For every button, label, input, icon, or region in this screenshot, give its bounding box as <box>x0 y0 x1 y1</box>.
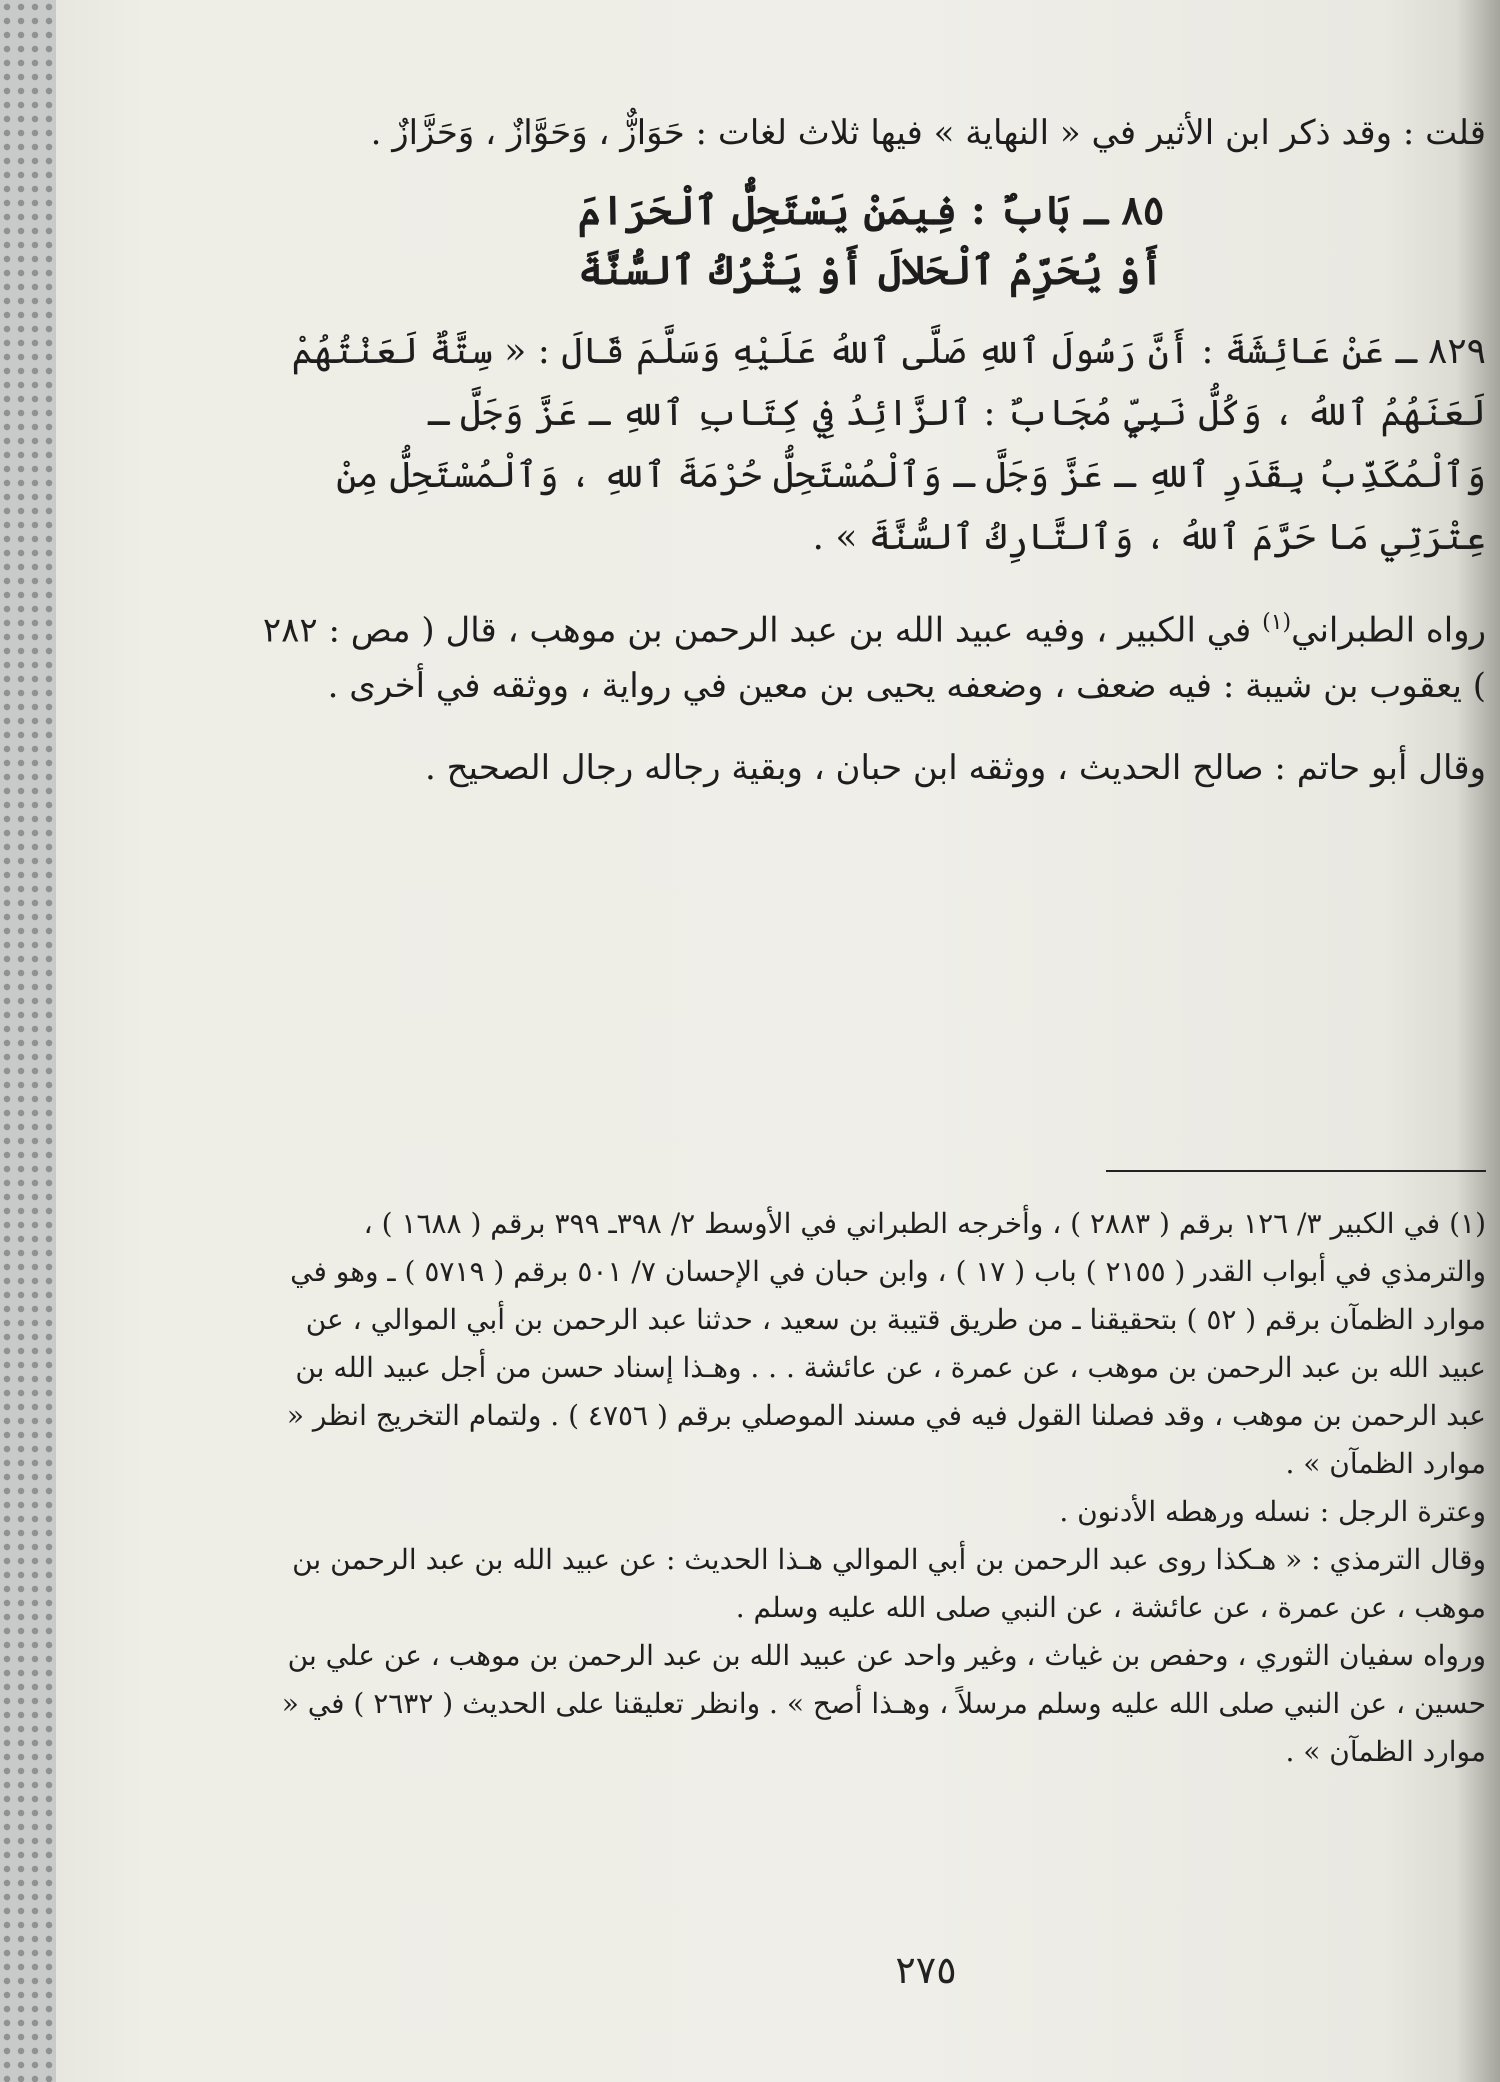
footnote-reference: (١) <box>1262 610 1292 635</box>
hadith-text: ٨٢٩ ـ عَنْ عَائِشَةَ : أَنَّ رَسُولَ ٱللهِ صَلَّى ٱللهُ عَلَيْهِ وَسَلَّمَ قَالَ : « سِتَّةٌ لَعَنْتُهُمْ لَعَنَهُمُ ٱللهُ ، وَكُلُّ نَبِيٍّ مُجَابٌ : ٱلزَّائِدُ فِي كِتَابِ ٱللهِ ـ عَزَّ وَجَلَّ ـ وَٱلْمُكَذِّبُ بِقَدَرِ ٱللهِ ـ عَزَّ وَجَلَّ ـ وَٱلْمُسْتَحِلُّ حُرْمَةَ ٱللهِ ، وَٱلْمُسْتَحِلُّ مِنْ عِتْرَتِي مَا حَرَّمَ ٱللهُ ، وَٱلتَّارِكُ ٱلسُّنَّةَ » . <box>291 331 1486 558</box>
book-binding-edge <box>0 0 56 2082</box>
page-number: ٢٧٥ <box>895 1948 957 1992</box>
footnote-thawri: ورواه سفيان الثوري ، وحفص بن غياث ، وغير واحد عن عبيد الله بن عبد الرحمن بن موهب ، عن علي بن حسين ، عن النبي صلى الله عليه وسلم مرسلاً ، وهـذا أصح » . وانظر تعليقنا على الحديث ( ٢٦٣٢ ) في « موارد الظمآن » . <box>281 1639 1486 1768</box>
main-text <box>256 105 1486 796</box>
footnote-itra: وعترة الرجل : نسله ورهطه الأدنون . <box>1059 1495 1486 1528</box>
chapter-title-line-2: أَوْ يُحَرِّمُ ٱلْحَلالَ أَوْ يَتْرُكُ ٱلسُّنَّةَ <box>578 247 1164 294</box>
abu-hatim-paragraph: وقال أبو حاتم : صالح الحديث ، ووثقه ابن حبان ، وبقية رجاله رجال الصحيح . <box>424 748 1486 789</box>
narration-paragraph <box>256 595 1486 714</box>
narration-start: رواه الطبراني <box>1291 610 1486 651</box>
book-page <box>56 0 1500 2082</box>
footnote-tirmidhi: وقال الترمذي : « هـكذا روى عبد الرحمن بن أبي الموالي هـذا الحديث : عن عبيد الله بن عبد الرحمن بن موهب ، عن عمرة ، عن عائشة ، عن النبي صلى الله عليه وسلم . <box>292 1543 1486 1624</box>
qult-paragraph: قلت : وقد ذكر ابن الأثير في « النهاية » فيها ثلاث لغات : حَوَازٌّ ، وَحَوَّازٌ ، وَحَزَّازٌ . <box>370 113 1486 153</box>
narration-rest: في الكبير ، وفيه عبيد الله بن عبد الرحمن بن موهب ، قال ( مص : ٢٨٢ ) يعقوب بن شيبة : فيه ضعف ، وضعفه يحيى بن معين في رواية ، ووثقه في أخرى . <box>262 610 1486 707</box>
footnote-1: (١) في الكبير ٣/ ١٢٦ برقم ( ٢٨٨٣ ) ، وأخرجه الطبراني في الأوسط ٢/ ٣٩٨ـ ٣٩٩ برقم ( ١٦٨٨ ) ، والترمذي في أبواب القدر ( ٢١٥٥ ) باب ( ١٧ ) ، وابن حبان في الإحسان ٧/ ٥٠١ برقم ( ٥٧١٩ ) ـ وهو في موارد الظمآن برقم ( ٥٢ ) بتحقيقنا ـ من طريق قتيبة بن سعيد ، حدثنا عبد الرحمن بن أبي الموالي ، عن عبيد الله بن عبد الرحمن بن موهب ، عن عمرة ، عن عائشة . . . وهـذا إسناد حسن من أجل عبيد الله بن عبد الرحمن بن موهب ، وقد فصلنا القول فيه في مسند الموصلي برقم ( ٤٧٥٦ ) . ولتمام التخريج انظر « موارد الظمآن » . <box>286 1207 1486 1480</box>
footnote-separator <box>1106 1170 1486 1172</box>
footnotes <box>256 1200 1486 1776</box>
chapter-title-line-1: ٨٥ ـ بَابٌ : فِيمَنْ يَسْتَحِلُّ ٱلْحَرَامَ <box>577 187 1165 234</box>
